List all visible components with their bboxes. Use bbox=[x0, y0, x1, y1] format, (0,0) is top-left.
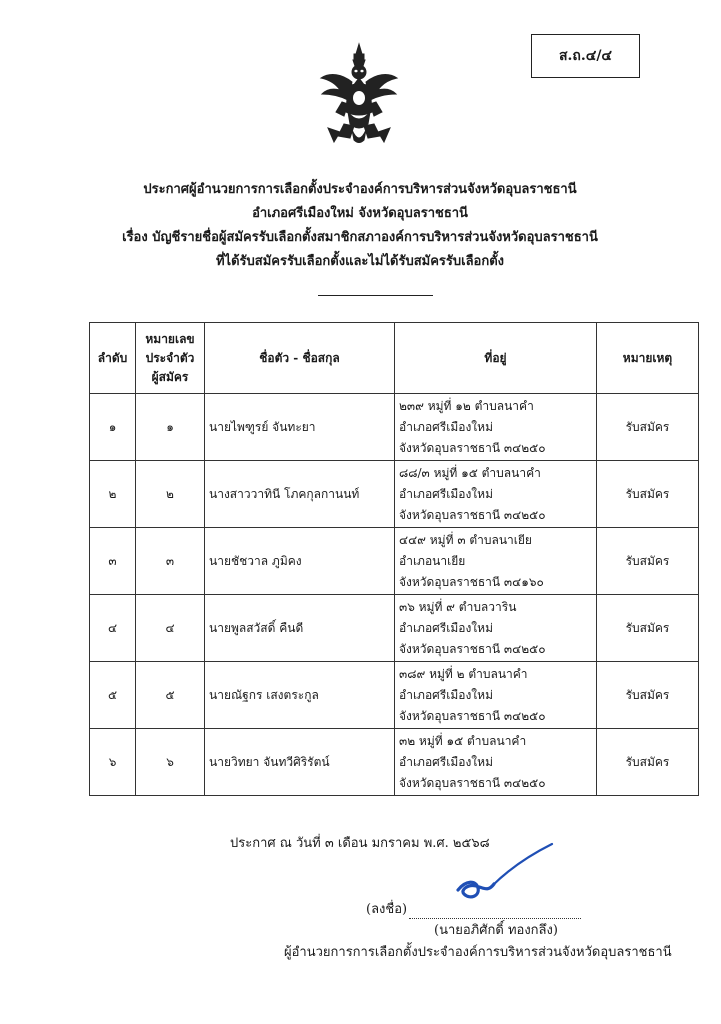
cell-remark: รับสมัคร bbox=[597, 461, 699, 528]
table-row bbox=[90, 729, 699, 796]
heading-line-3: เรื่อง บัญชีรายชื่อผู้สมัครรับเลือกตั้งสมาชิกสภาองค์การบริหารส่วนจังหวัดอุบลราชธานี bbox=[122, 230, 598, 245]
cell-number: ๑ bbox=[136, 394, 205, 461]
header-name: ชื่อตัว - ชื่อสกุล bbox=[205, 323, 395, 394]
address-line: จังหวัดอุบลราชธานี ๓๔๑๖๐ bbox=[399, 574, 544, 589]
address-line: จังหวัดอุบลราชธานี ๓๔๒๕๐ bbox=[399, 708, 546, 723]
cell-address bbox=[395, 729, 597, 796]
address-line: จังหวัดอุบลราชธานี ๓๔๒๕๐ bbox=[399, 641, 546, 656]
address-line: อำเภอศรีเมืองใหม่ bbox=[399, 754, 493, 769]
heading-line-1: ประกาศผู้อำนวยการการเลือกตั้งประจำองค์การบริหารส่วนจังหวัดอุบลราชธานี bbox=[143, 182, 577, 197]
address-line: ๓๖ หมู่ที่ ๙ ตำบลวาริน bbox=[399, 599, 517, 614]
cell-address bbox=[395, 662, 597, 729]
header-number bbox=[136, 323, 205, 394]
address-line: ๓๘๙ หมู่ที่ ๒ ตำบลนาคำ bbox=[399, 666, 528, 681]
cell-name: นางสาววาทินี โภคกุลกานนท์ bbox=[205, 461, 395, 528]
cell-order: ๓ bbox=[90, 528, 136, 595]
address-line: จังหวัดอุบลราชธานี ๓๔๒๕๐ bbox=[399, 775, 546, 790]
signer-title: ผู้อำนวยการการเลือกตั้งประจำองค์การบริหารส่วนจังหวัดอุบลราชธานี bbox=[284, 945, 672, 960]
cell-remark: รับสมัคร bbox=[597, 595, 699, 662]
cell-number: ๒ bbox=[136, 461, 205, 528]
header-remark: หมายเหตุ bbox=[597, 323, 699, 394]
address-line: จังหวัดอุบลราชธานี ๓๔๒๕๐ bbox=[399, 507, 546, 522]
address-line: อำเภอศรีเมืองใหม่ bbox=[399, 620, 493, 635]
table-row bbox=[90, 461, 699, 528]
announcement-date: ประกาศ ณ วันที่ ๓ เดือน มกราคม พ.ศ. ๒๕๖๘ bbox=[230, 836, 490, 851]
header-address: ที่อยู่ bbox=[395, 323, 597, 394]
form-code-box bbox=[531, 34, 640, 78]
cell-remark: รับสมัคร bbox=[597, 662, 699, 729]
cell-address bbox=[395, 394, 597, 461]
signature-line bbox=[366, 898, 581, 919]
cell-remark: รับสมัคร bbox=[597, 729, 699, 796]
cell-address bbox=[395, 461, 597, 528]
address-line: ๒๓๙ หมู่ที่ ๑๒ ตำบลนาคำ bbox=[399, 398, 534, 413]
table-row bbox=[90, 528, 699, 595]
cell-order: ๑ bbox=[90, 394, 136, 461]
signer-name: (นายอภิศักดิ์ ทองกลึง) bbox=[434, 923, 558, 938]
cell-order: ๒ bbox=[90, 461, 136, 528]
address-line: ๔๔๙ หมู่ที่ ๓ ตำบลนาเยีย bbox=[399, 532, 532, 547]
cell-order: ๕ bbox=[90, 662, 136, 729]
cell-name: นายไพฑูรย์ จันทะยา bbox=[205, 394, 395, 461]
table-row bbox=[90, 662, 699, 729]
candidate-table bbox=[89, 322, 699, 796]
cell-number: ๖ bbox=[136, 729, 205, 796]
address-line: อำเภอศรีเมืองใหม่ bbox=[399, 419, 493, 434]
header-number-line: หมายเลข bbox=[145, 331, 195, 346]
heading-line-4: ที่ได้รับสมัครรับเลือกตั้งและไม่ได้รับสมัครรับเลือกตั้ง bbox=[215, 254, 505, 269]
address-line: อำเภอศรีเมืองใหม่ bbox=[399, 687, 493, 702]
cell-address bbox=[395, 528, 597, 595]
announcement-heading bbox=[90, 178, 630, 274]
cell-order: ๔ bbox=[90, 595, 136, 662]
cell-number: ๔ bbox=[136, 595, 205, 662]
signature-dotted-line bbox=[409, 904, 581, 919]
header-number-line: ประจำตัว bbox=[145, 350, 195, 365]
cell-number: ๓ bbox=[136, 528, 205, 595]
table-row bbox=[90, 595, 699, 662]
cell-number: ๕ bbox=[136, 662, 205, 729]
handwritten-signature bbox=[448, 840, 558, 902]
address-line: อำเภอศรีเมืองใหม่ bbox=[399, 486, 493, 501]
address-line: ๘๘/๓ หมู่ที่ ๑๕ ตำบลนาคำ bbox=[399, 465, 541, 480]
address-line: ๓๒ หมู่ที่ ๑๕ ตำบลนาคำ bbox=[399, 733, 527, 748]
cell-remark: รับสมัคร bbox=[597, 394, 699, 461]
cell-name: นายวิทยา จันทวีศิริรัตน์ bbox=[205, 729, 395, 796]
garuda-emblem-icon bbox=[318, 42, 400, 146]
address-line: จังหวัดอุบลราชธานี ๓๔๒๕๐ bbox=[399, 440, 546, 455]
heading-divider bbox=[318, 295, 433, 296]
table-header-row bbox=[90, 323, 699, 394]
heading-line-2: อำเภอศรีเมืองใหม่ จังหวัดอุบลราชธานี bbox=[252, 206, 468, 221]
cell-name: นายชัชวาล ภูมิคง bbox=[205, 528, 395, 595]
form-code-text: ส.ถ.๔/๔ bbox=[558, 48, 613, 64]
cell-name: นายพูลสวัสดิ์ คืนดี bbox=[205, 595, 395, 662]
table-row bbox=[90, 394, 699, 461]
cell-name: นายณัฐกร เสงตระกูล bbox=[205, 662, 395, 729]
header-order: ลำดับ bbox=[90, 323, 136, 394]
cell-remark: รับสมัคร bbox=[597, 528, 699, 595]
header-number-line: ผู้สมัคร bbox=[151, 369, 189, 384]
address-line: อำเภอนาเยีย bbox=[399, 553, 466, 568]
cell-address bbox=[395, 595, 597, 662]
cell-order: ๖ bbox=[90, 729, 136, 796]
signature-label: (ลงชื่อ) bbox=[366, 902, 408, 917]
